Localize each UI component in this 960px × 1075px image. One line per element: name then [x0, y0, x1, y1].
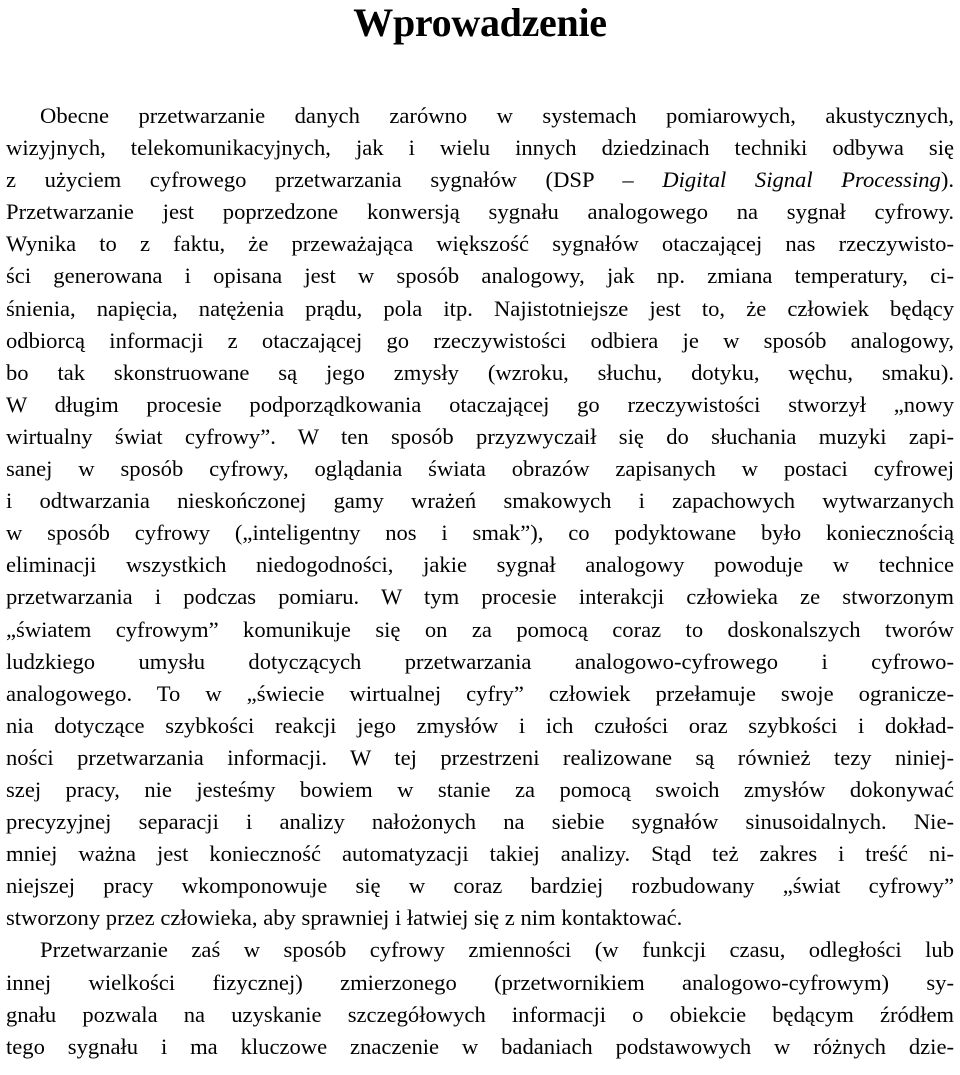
- text-line: ności przetwarzania informacji. W tej przestrzeni realizowane są również tezy niniej-: [6, 744, 954, 770]
- text-line: tego sygnału i ma kluczowe znaczenie w badaniach podstawowych w różnych dzie-: [6, 1033, 954, 1059]
- text-line: ści generowana i opisana jest w sposób analogowy, jak np. zmiana temperatury, ci-: [6, 263, 954, 289]
- text-line: niejszej pracy wkomponowuje się w coraz bardziej rozbudowany „świat cyfrowy”: [6, 873, 954, 899]
- text-line: gnału pozwala na uzyskanie szczegółowych informacji o obiekcie będącym źródłem: [6, 1001, 954, 1027]
- text-line: bo tak skonstruowane są jego zmysły (wzroku, słuchu, dotyku, węchu, smaku).: [6, 359, 954, 385]
- paragraph-2: [6, 934, 954, 1062]
- text-span: z użyciem cyfrowego przetwarzania sygnałów (DSP –: [6, 167, 663, 193]
- text-line: odbiorcą informacji z otaczającej go rzeczywistości odbiera je w sposób analogowy,: [6, 327, 954, 353]
- text-line: stworzony przez człowieka, aby sprawniej i łatwiej się z nim kontaktować.: [6, 905, 683, 931]
- text-line: przetwarzania i podczas pomiaru. W tym procesie interakcji człowieka ze stworzonym: [6, 584, 954, 610]
- text-line: innej wielkości fizycznej) zmierzonego (przetwornikiem analogowo-cyfrowym) sy-: [6, 969, 954, 995]
- document-page: [6, 0, 954, 1063]
- text-line: [6, 164, 954, 196]
- text-line: szej pracy, nie jesteśmy bowiem w stanie za pomocą swoich zmysłów dokonywać: [6, 776, 954, 802]
- text-span: ).: [940, 167, 955, 193]
- text-line: ludzkiego umysłu dotyczących przetwarzania analogowo-cyfrowego i cyfrowo-: [6, 648, 954, 674]
- text-line: W długim procesie podporządkowania otaczającej go rzeczywistości stworzył „nowy: [6, 391, 954, 417]
- text-line: wirtualny świat cyfrowy”. W ten sposób przyzwyczaił się do słuchania muzyki zapi-: [6, 423, 954, 449]
- paragraph-1: [6, 100, 954, 934]
- text-line: wizyjnych, telekomunikacyjnych, jak i wielu innych dziedzinach techniki odbywa się: [6, 135, 954, 161]
- text-line: Wynika to z faktu, że przeważająca większość sygnałów otaczającej nas rzeczywisto-: [6, 231, 954, 257]
- text-line: precyzyjnej separacji i analizy nałożonych na siebie sygnałów sinusoidalnych. Nie-: [6, 809, 954, 835]
- text-line: „światem cyfrowym” komunikuje się on za pomocą coraz to doskonalszych tworów: [6, 616, 954, 642]
- text-line: analogowego. To w „świecie wirtualnej cyfry” człowiek przełamuje swoje ogranicze-: [6, 680, 954, 706]
- text-line: nia dotyczące szybkości reakcji jego zmysłów i ich czułości oraz szybkości i dokład-: [6, 712, 954, 738]
- text-line: mniej ważna jest konieczność automatyzacji takiej analizy. Stąd też zakres i treść ni-: [6, 841, 954, 867]
- italic-term: Digital Signal Processing: [662, 167, 941, 193]
- chapter-title: Wprowadzenie: [353, 0, 607, 45]
- text-line: i odtwarzania nieskończonej gamy wrażeń smakowych i zapachowych wytwarzanych: [6, 488, 954, 514]
- text-line: Przetwarzanie jest poprzedzone konwersją sygnału analogowego na sygnał cyfrowy.: [6, 199, 954, 225]
- body-text: [6, 100, 954, 1063]
- text-line: w sposób cyfrowy („inteligentny nos i smak”), co podyktowane było koniecznością: [6, 520, 954, 546]
- text-line: śnienia, napięcia, natężenia prądu, pola itp. Najistotniejsze jest to, że człowiek będący: [6, 295, 954, 321]
- text-line: Obecne przetwarzanie danych zarówno w systemach pomiarowych, akustycznych,: [40, 103, 954, 128]
- text-line: eliminacji wszystkich niedogodności, jakie sygnał analogowy powoduje w technice: [6, 552, 954, 578]
- text-line: Przetwarzanie zaś w sposób cyfrowy zmienności (w funkcji czasu, odległości lub: [40, 937, 954, 963]
- text-line: sanej w sposób cyfrowy, oglądania świata obrazów zapisanych w postaci cyfrowej: [6, 456, 954, 482]
